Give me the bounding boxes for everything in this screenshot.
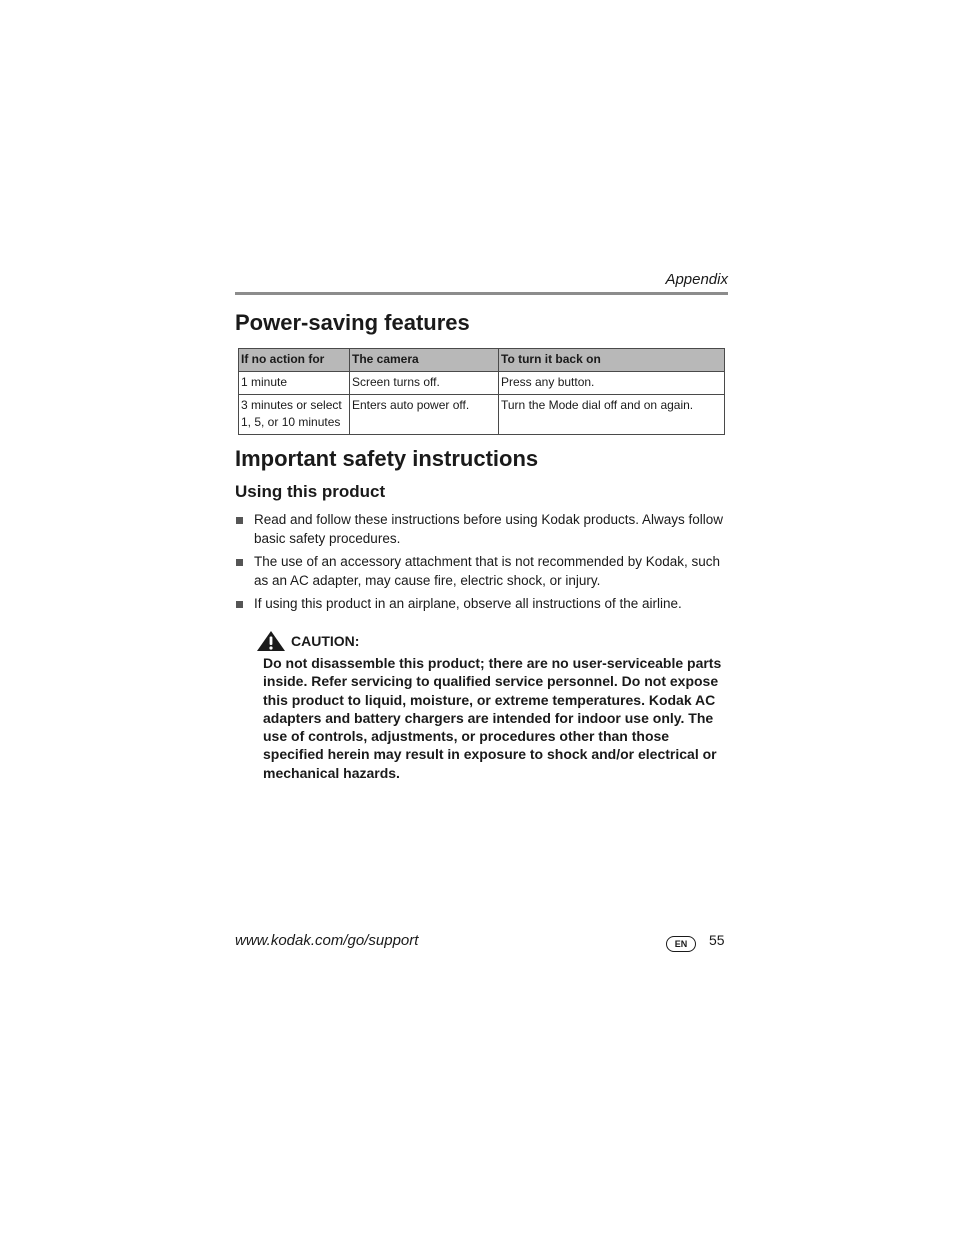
table-cell: 1 minute	[239, 372, 350, 395]
using-product-subtitle: Using this product	[235, 482, 386, 501]
table-cell: 3 minutes or select 1, 5, or 10 minutes	[239, 395, 350, 435]
caution-block	[256, 630, 728, 782]
header-rule	[235, 292, 728, 295]
table-cell: Screen turns off.	[350, 372, 499, 395]
list-item	[235, 595, 728, 614]
table-row	[239, 395, 725, 435]
safety-title: Important safety instructions	[235, 446, 539, 471]
caution-header	[256, 630, 728, 652]
table-header-cell: If no action for	[239, 349, 350, 372]
square-bullet-icon	[236, 601, 243, 608]
table-header-row	[239, 349, 725, 372]
caution-text: Do not disassemble this product; there are no user-serviceable parts inside. Refer servicing to qualified service personnel. Do not expose this product to liquid, moisture, or extreme temperatures. Kodak AC adapters and battery chargers are intended for indoor use only. The use of controls, adjustments, or procedures other than those specified herein may result in exposure to shock and/or electrical or mechanical hazards.	[263, 655, 722, 781]
warning-triangle-icon	[256, 630, 286, 652]
table-cell: Turn the Mode dial off and on again.	[499, 395, 725, 435]
table-header-cell: To turn it back on	[499, 349, 725, 372]
table-row	[239, 372, 725, 395]
list-item-text: If using this product in an airplane, observe all instructions of the airline.	[254, 596, 682, 611]
list-item-text: Read and follow these instructions before using Kodak products. Always follow basic safety procedures.	[254, 512, 724, 546]
table-cell: Enters auto power off.	[350, 395, 499, 435]
support-url-link[interactable]: www.kodak.com/go/support	[235, 932, 419, 949]
table-cell: Press any button.	[499, 372, 725, 395]
list-item-text: The use of an accessory attachment that is not recommended by Kodak, such as an AC adapter, may cause fire, electric shock, or injury.	[254, 554, 721, 588]
running-head: Appendix	[665, 271, 728, 288]
power-saving-title: Power-saving features	[235, 310, 470, 335]
list-item	[235, 553, 728, 590]
safety-bullet-list	[235, 511, 728, 619]
square-bullet-icon	[236, 559, 243, 566]
list-item	[235, 511, 728, 548]
caution-label: CAUTION:	[291, 633, 360, 649]
page-number: 55	[709, 932, 725, 948]
table-header-cell: The camera	[350, 349, 499, 372]
square-bullet-icon	[236, 517, 243, 524]
language-badge: EN	[666, 936, 696, 952]
power-saving-table	[238, 348, 725, 435]
